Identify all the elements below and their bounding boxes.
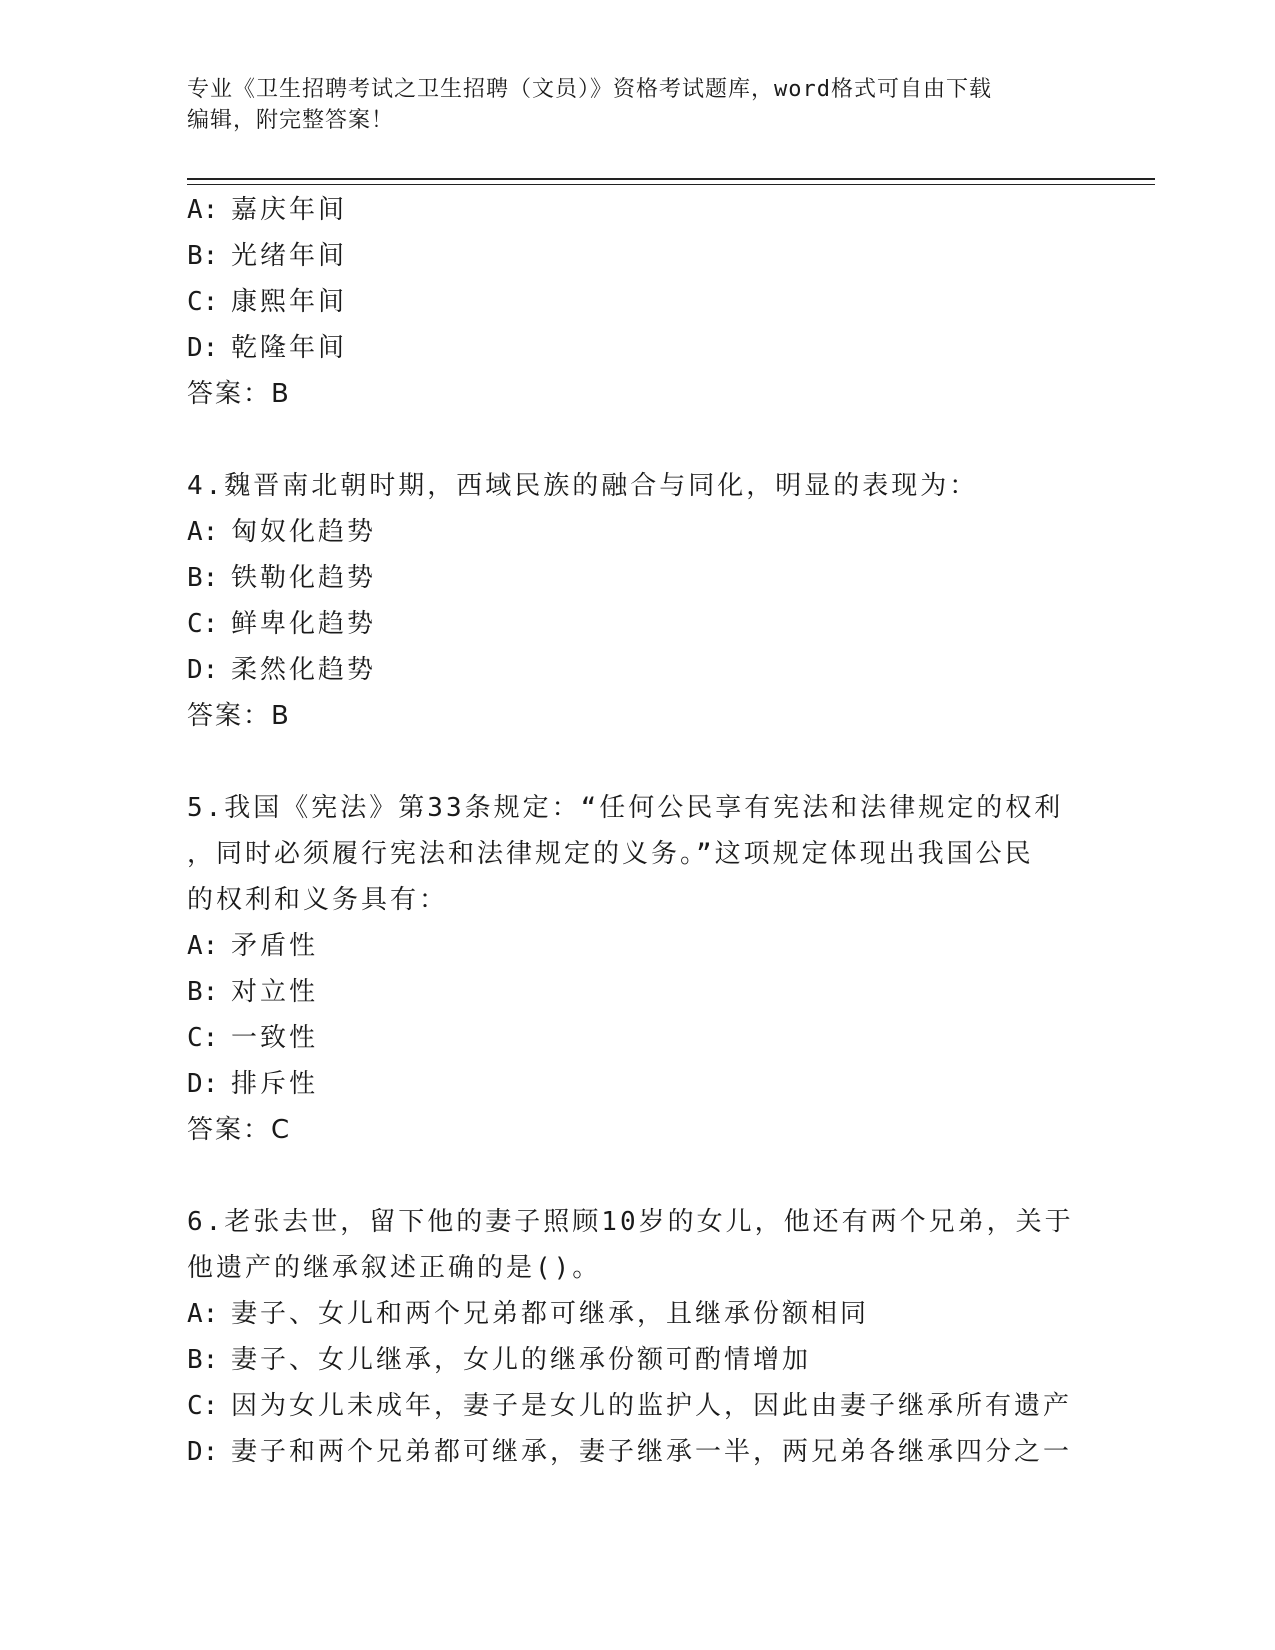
option-text: 排斥性 bbox=[231, 1069, 319, 1099]
option-key: C: bbox=[187, 609, 219, 639]
option-text: 光绪年间 bbox=[231, 241, 348, 271]
option-a bbox=[187, 187, 1087, 233]
header-line-2: 编辑，附完整答案！ bbox=[187, 108, 395, 133]
question-5 bbox=[187, 785, 1087, 1153]
option-text: 柔然化趋势 bbox=[231, 655, 377, 685]
question-text-line-1: 6.老张去世，留下他的妻子照顾10岁的女儿，他还有两个兄弟，关于 bbox=[187, 1207, 1074, 1237]
option-key: B: bbox=[187, 563, 219, 593]
option-b bbox=[187, 555, 1087, 601]
option-b bbox=[187, 233, 1087, 279]
question-6 bbox=[187, 1199, 1087, 1475]
option-key: B: bbox=[187, 1345, 219, 1375]
option-key: D: bbox=[187, 1069, 219, 1099]
answer-line: 答案：B bbox=[187, 379, 291, 409]
option-text: 乾隆年间 bbox=[231, 333, 348, 363]
header-divider-thin bbox=[187, 184, 1155, 185]
option-a bbox=[187, 509, 1087, 555]
option-key: D: bbox=[187, 1437, 219, 1467]
question-text-line-2: 他遗产的继承叙述正确的是()。 bbox=[187, 1253, 602, 1283]
option-key: B: bbox=[187, 977, 219, 1007]
option-key: C: bbox=[187, 1023, 219, 1053]
option-text: 妻子和两个兄弟都可继承，妻子继承一半，两兄弟各继承四分之一 bbox=[231, 1437, 1073, 1467]
document-header bbox=[187, 74, 1067, 136]
spacer bbox=[187, 739, 1087, 785]
option-text: 铁勒化趋势 bbox=[231, 563, 377, 593]
question-list bbox=[187, 187, 1087, 1475]
option-b bbox=[187, 969, 1087, 1015]
option-text: 一致性 bbox=[231, 1023, 319, 1053]
option-c bbox=[187, 1383, 1087, 1429]
option-key: C: bbox=[187, 287, 219, 317]
spacer bbox=[187, 417, 1087, 463]
option-key: D: bbox=[187, 655, 219, 685]
question-text-line-1: 5.我国《宪法》第33条规定：“任何公民享有宪法和法律规定的权利 bbox=[187, 793, 1064, 823]
option-key: A: bbox=[187, 195, 219, 225]
question-text-line-2: ，同时必须履行宪法和法律规定的义务。”这项规定体现出我国公民 bbox=[187, 839, 1034, 869]
answer-line: 答案：C bbox=[187, 1115, 292, 1145]
option-d bbox=[187, 1061, 1087, 1107]
option-a bbox=[187, 923, 1087, 969]
option-d bbox=[187, 325, 1087, 371]
option-key: C: bbox=[187, 1391, 219, 1421]
answer-line: 答案：B bbox=[187, 701, 291, 731]
option-c bbox=[187, 601, 1087, 647]
option-text: 妻子、女儿继承，女儿的继承份额可酌情增加 bbox=[231, 1345, 812, 1375]
option-key: A: bbox=[187, 931, 219, 961]
option-a bbox=[187, 1291, 1087, 1337]
question-text-line-3: 的权利和义务具有： bbox=[187, 885, 449, 915]
header-line-1: 专业《卫生招聘考试之卫生招聘（文员）》资格考试题库，word格式可自由下载 bbox=[187, 77, 992, 102]
question-3 bbox=[187, 187, 1087, 417]
option-text: 匈奴化趋势 bbox=[231, 517, 377, 547]
option-c bbox=[187, 279, 1087, 325]
option-key: D: bbox=[187, 333, 219, 363]
option-text: 鲜卑化趋势 bbox=[231, 609, 377, 639]
header-divider-thick bbox=[187, 178, 1155, 180]
option-key: A: bbox=[187, 1299, 219, 1329]
spacer bbox=[187, 1153, 1087, 1199]
option-text: 康熙年间 bbox=[231, 287, 348, 317]
option-key: B: bbox=[187, 241, 219, 271]
option-d bbox=[187, 1429, 1087, 1475]
question-4 bbox=[187, 463, 1087, 739]
option-text: 嘉庆年间 bbox=[231, 195, 348, 225]
option-key: A: bbox=[187, 517, 219, 547]
option-b bbox=[187, 1337, 1087, 1383]
option-d bbox=[187, 647, 1087, 693]
option-text: 矛盾性 bbox=[231, 931, 319, 961]
option-text: 对立性 bbox=[231, 977, 319, 1007]
question-text: 4.魏晋南北朝时期，西域民族的融合与同化，明显的表现为： bbox=[187, 471, 979, 501]
option-c bbox=[187, 1015, 1087, 1061]
option-text: 妻子、女儿和两个兄弟都可继承，且继承份额相同 bbox=[231, 1299, 870, 1329]
option-text: 因为女儿未成年，妻子是女儿的监护人，因此由妻子继承所有遗产 bbox=[231, 1391, 1073, 1421]
